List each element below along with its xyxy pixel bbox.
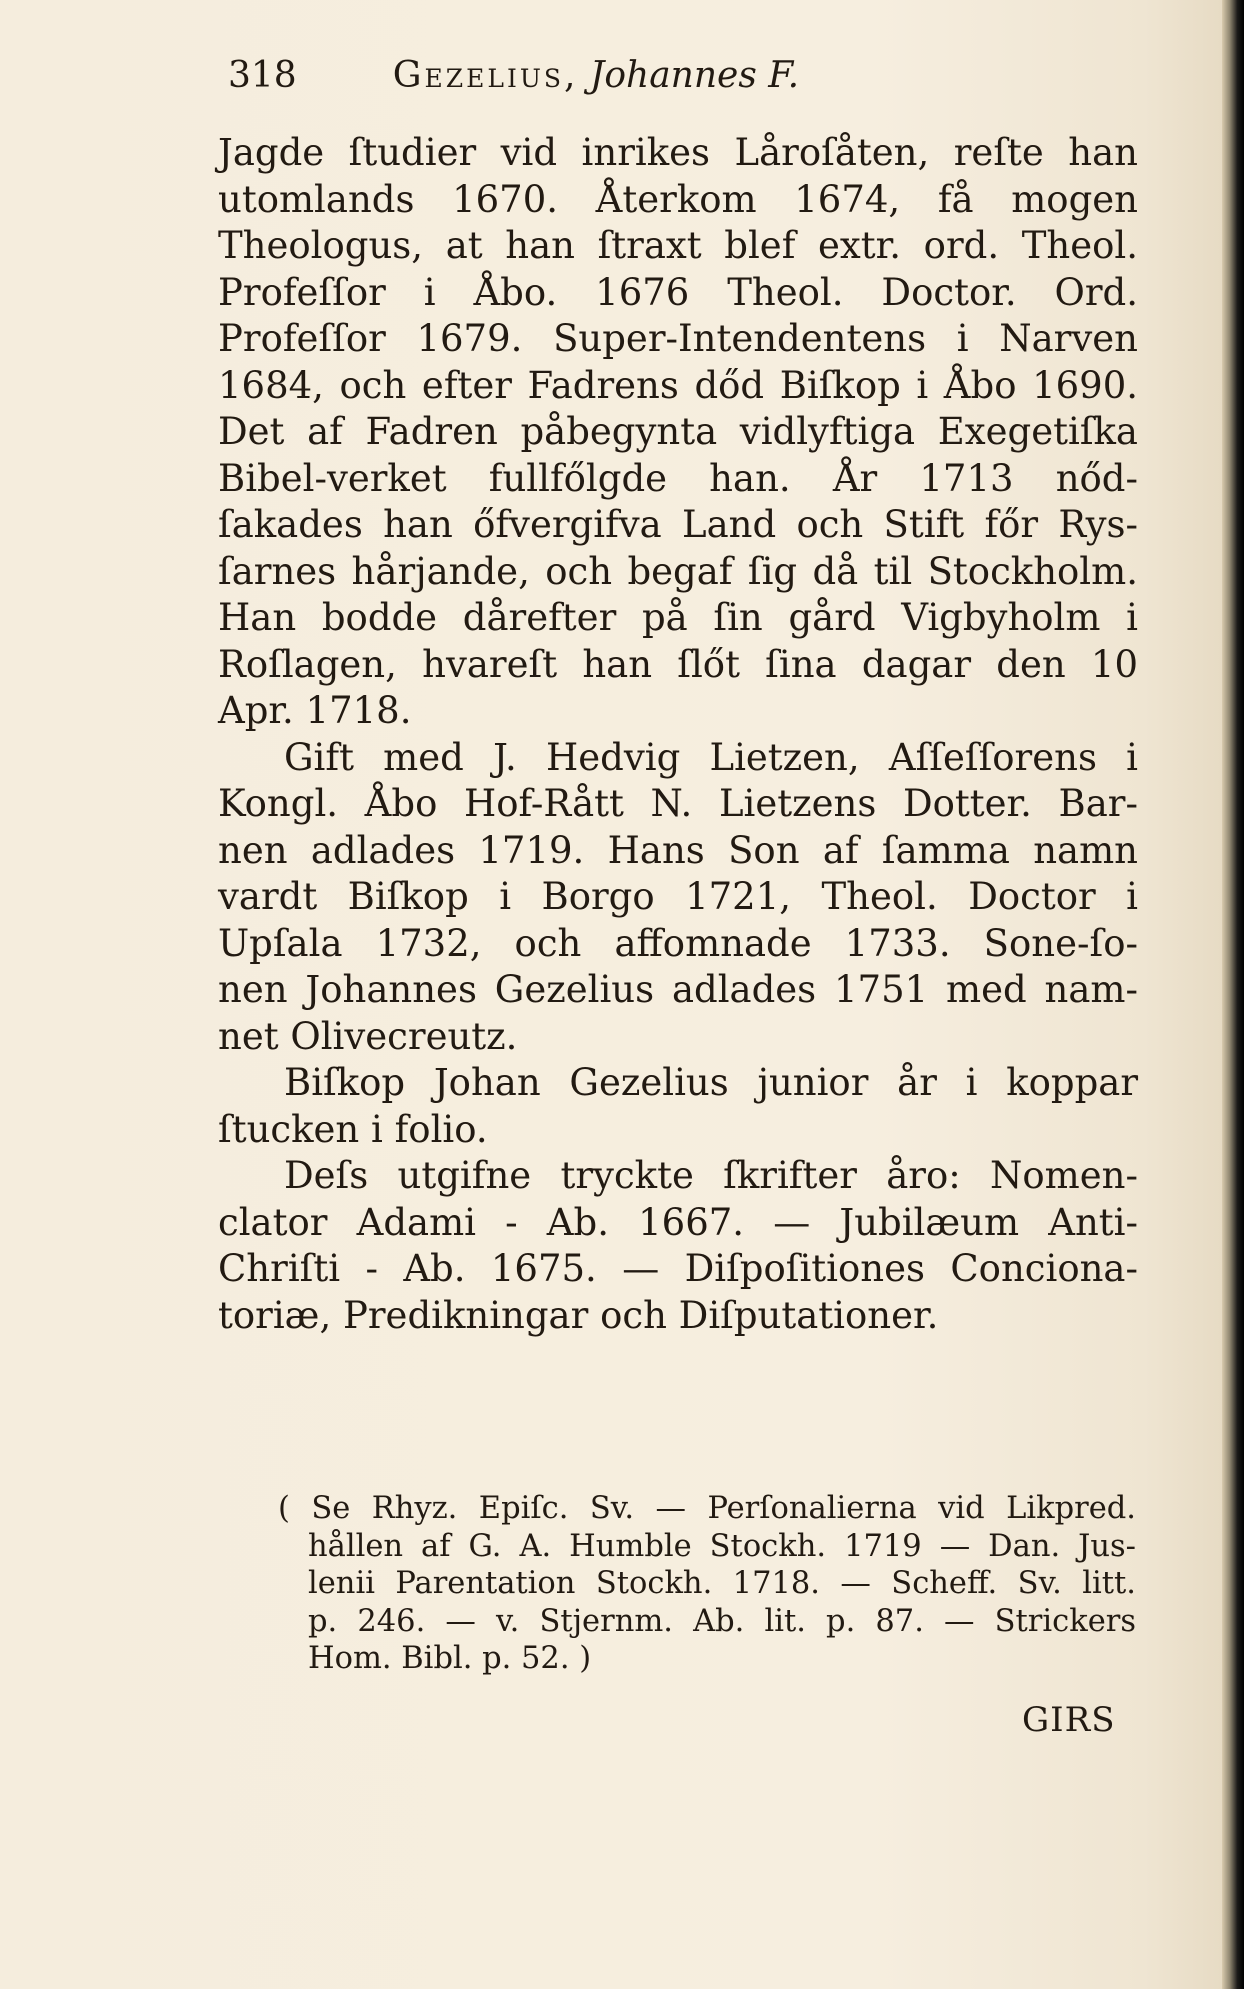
note-line: hållen af G. A. Humble Stockh. 1719 — Dan. Jus- bbox=[308, 1528, 1136, 1564]
text-line: utomlands 1670. Återkom 1674, få mogen bbox=[218, 177, 1138, 221]
text-line: Biſkop Johan Gezelius junior år i koppar bbox=[284, 1061, 1138, 1104]
running-head-surname: Gezelius, bbox=[392, 55, 579, 96]
text-line: Bibel-verket fullfőlgde han. År 1713 nőd- bbox=[218, 456, 1138, 500]
text-line: Upſala 1732, och affomnade 1733. Sone-ſo- bbox=[218, 921, 1138, 965]
text-line: ſakades han őfvergifva Land och Stift főr Rys- bbox=[218, 503, 1138, 546]
page-number: 318 bbox=[228, 55, 297, 96]
page-edge bbox=[1222, 0, 1244, 1989]
text-line: Gift med J. Hedvig Lietzen, Aſſeſſorens i bbox=[284, 735, 1138, 779]
running-head-forename: Johannes F. bbox=[589, 55, 800, 96]
text-line: net Olivecreutz. bbox=[218, 1014, 518, 1058]
text-line: Det af Fadren påbegynta vidlyftiga Exegetiſka bbox=[218, 410, 1138, 453]
note-line: ( Se Rhyz. Epiſc. Sv. — Perſonalierna vid Likpred. bbox=[278, 1491, 1136, 1526]
footnote-sources bbox=[278, 1490, 1136, 1678]
text-line: Profeſſor 1679. Super-Intendentens i Narven bbox=[218, 317, 1138, 360]
text-line: Profeſſor i Åbo. 1676 Theol. Doctor. Ord. bbox=[218, 270, 1138, 314]
text-line: toriæ, Predikningar och Diſputationer. bbox=[218, 1293, 939, 1337]
text-line: Chriſti - Ab. 1675. — Diſpoſitiones Conciona- bbox=[218, 1247, 1138, 1290]
text-line: vardt Biſkop i Borgo 1721, Theol. Doctor i bbox=[218, 875, 1138, 918]
text-line: nen Johannes Gezelius adlades 1751 med nam- bbox=[218, 968, 1138, 1011]
text-line: Deſs utgifne tryckte ſkrifter åro: Nomen- bbox=[284, 1154, 1138, 1197]
paragraph-portrait bbox=[218, 1060, 1138, 1153]
paragraph-works bbox=[218, 1153, 1138, 1339]
paragraph-marriage bbox=[218, 735, 1138, 1061]
note-line: p. 246. — v. Stjernm. Ab. lit. p. 87. — Strickers bbox=[308, 1603, 1136, 1639]
text-line: Jagde ſtudier vid inrikes Låroſåten, reſte han bbox=[218, 131, 1138, 174]
main-text bbox=[218, 130, 1138, 1339]
running-head bbox=[228, 46, 1048, 106]
note-line: lenii Parentation Stockh. 1718. — Scheff. Sv. litt. bbox=[308, 1566, 1136, 1601]
text-line: Theologus, at han ſtraxt blef extr. ord. Theol. bbox=[218, 224, 1138, 267]
text-line: Kongl. Åbo Hof-Rått N. Lietzens Dotter. Bar- bbox=[218, 782, 1138, 825]
text-line: Han bodde dårefter på ſin gård Vigbyholm i bbox=[218, 596, 1138, 639]
text-line: 1684, och efter Fadrens dőd Biſkop i Åbo 1690. bbox=[218, 363, 1138, 407]
text-line: Apr. 1718. bbox=[218, 689, 412, 732]
text-line: Roſlagen, hvareſt han ſlőt ſina dagar den 10 bbox=[218, 642, 1138, 686]
note-line: Hom. Bibl. p. 52. ) bbox=[308, 1641, 592, 1676]
paragraph-biography bbox=[218, 130, 1138, 735]
text-line: ſtucken i folio. bbox=[218, 1107, 488, 1151]
catchword: GIRS bbox=[1022, 1700, 1116, 1740]
text-line: clator Adami - Ab. 1667. — Jubilæum Anti- bbox=[218, 1200, 1138, 1244]
text-line: ſarnes hårjande, och begaf ſig då til Stockholm. bbox=[218, 549, 1138, 593]
text-line: nen adlades 1719. Hans Son af ſamma namn bbox=[218, 828, 1138, 872]
